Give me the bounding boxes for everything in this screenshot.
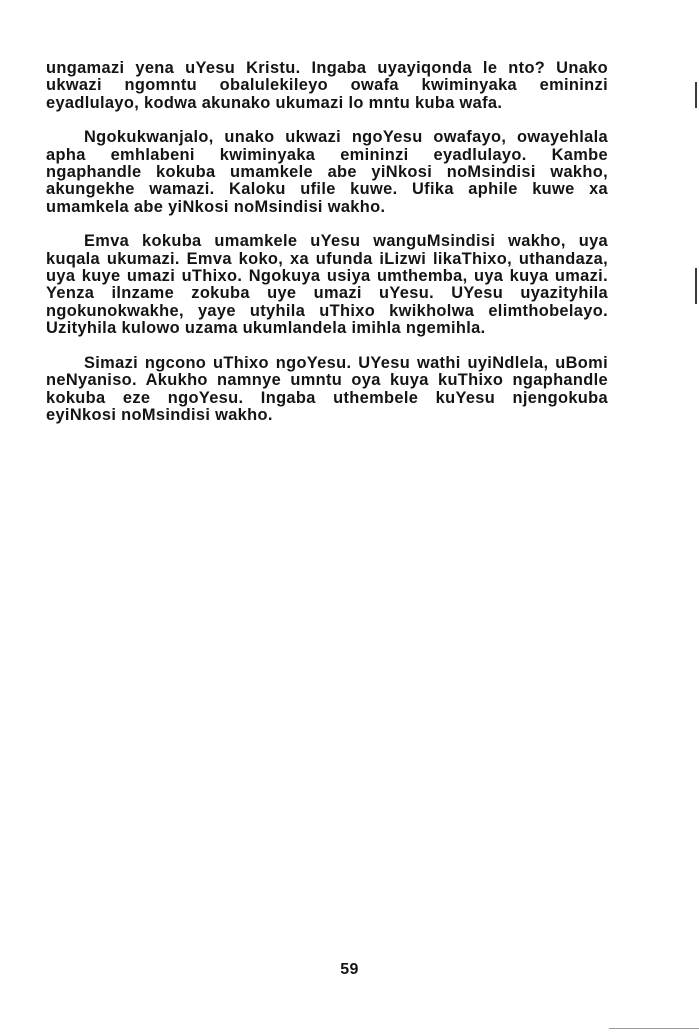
scan-edge-mark [695,82,697,108]
paragraph-continuation: ungamazi yena uYesu Kristu. Ingaba uyayiqonda le nto? Unako ukwazi ngomntu obalulekileyo owafa kwiminyaka emininzi eyadlulayo, kodwa akunako ukumazi lo mntu kuba wafa. [46,59,608,112]
paragraph: Ngokukwanjalo, unako ukwazi ngoYesu owafayo, owayehlala apha emhlabeni kwiminyaka emininzi eyadlulayo. Kambe ngaphandle kokuba umamkele abe yiNkosi noMsindisi wakho, akungekhe wamazi. Kaloku ufile kuwe. Ufika aphile kuwe xa umamkela abe yiNkosi noMsindisi wakho. [46,128,608,216]
scan-edge-line [609,1028,699,1029]
paragraph: Simazi ngcono uThixo ngoYesu. UYesu wathi uyiNdlela, uBomi neNyaniso. Akukho namnye umntu oya kuya kuThixo ngaphandle kokuba eze ngoYesu. Ingaba uthembele kuYesu njengokuba eyiNkosi noMsindisi wakho. [46,353,608,424]
body-text [46,60,608,424]
page-number: 59 [340,961,359,978]
paragraph: Emva kokuba umamkele uYesu wanguMsindisi wakho, uya kuqala ukumazi. Emva koko, xa ufunda iLizwi likaThixo, uthandaza, uya kuye umazi uThixo. Ngokuya usiya umthemba, uya kuya umazi. Yenza ilnzame zokuba uye umazi uYesu. UYesu uyazityhila ngokunokwakhe, yaye utyhila uThixo kwikholwa elimthobelayo. Uzityhila kulowo uzama ukumlandela imihla ngemihla. [46,232,608,338]
scan-edge-mark [695,268,697,304]
